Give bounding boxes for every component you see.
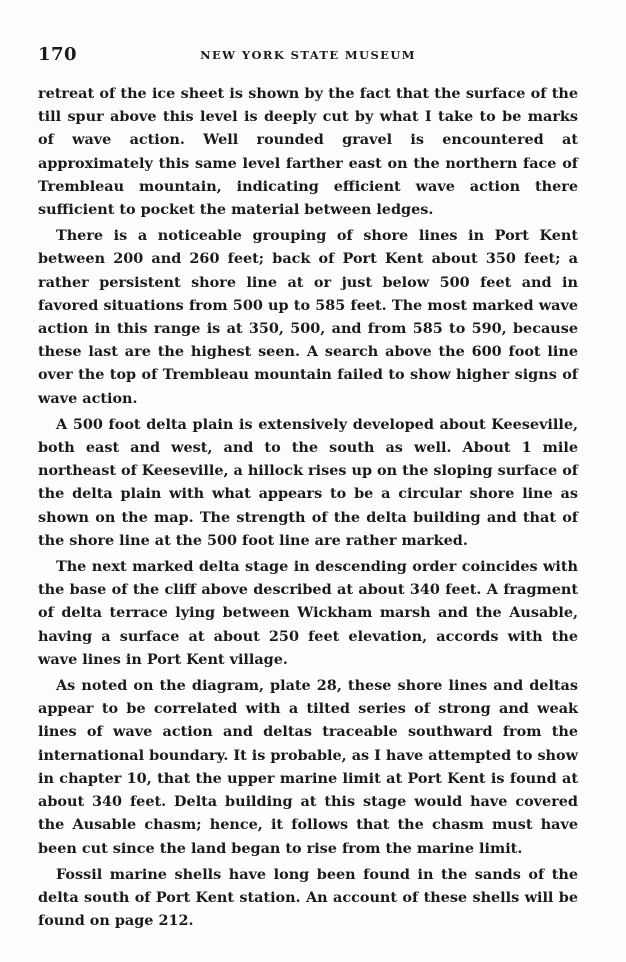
paragraph-fossil-shells: Fossil marine shells have long been found in the sands of the delta south of Port Kent station. An account of these shells will be found on page 212. — [38, 865, 578, 930]
page-header — [38, 44, 578, 68]
running-head: NEW YORK STATE MUSEUM — [200, 48, 416, 62]
paragraph-delta-plain: A 500 foot delta plain is extensively developed about Keeseville, both east and west, and to the south as well. About 1 mile northeast of Keeseville, a hillock rises up on the sloping surface of the delta plain with what appears to be a circular shore line as shown on the map. The strength of the delta building and that of the shore line at the 500 foot line are rather marked. — [38, 415, 578, 549]
body-text — [38, 82, 578, 932]
paragraph-delta-stage: The next marked delta stage in descending order coincides with the base of the cliff above described at about 340 feet. A fragment of delta terrace lying between Wickham marsh and the Ausable, having a surface at about 250 feet elevation, accords with the wave lines in Port Kent village. — [38, 558, 578, 668]
page-number: 170 — [38, 44, 78, 65]
paragraph-correlation: As noted on the diagram, plate 28, these shore lines and deltas appear to be correlated with a tilted series of strong and weak lines of wave action and deltas traceable southward from the international boundary. It is probable, as I have attempted to show in chapter 10, that the upper marine limit at Port Kent is found at about 340 feet. Delta building at this stage would have covered the Ausable chasm; hence, it follows that the chasm must have been cut since the land began to rise from the marine limit. — [38, 677, 578, 857]
paragraph-continued: retreat of the ice sheet is shown by the fact that the surface of the till spur above this level is deeply cut by what I take to be marks of wave action. Well rounded gravel is encountered at approximately this same level farther east on the northern face of Trembleau mountain, indicating efficient wave action there sufficient to pocket the material between ledges. — [38, 85, 578, 219]
paragraph-shore-lines: There is a noticeable grouping of shore lines in Port Kent between 200 and 260 feet; back of Port Kent about 350 feet; a rather persistent shore line at or just below 500 feet and in favored situations from 500 up to 585 feet. The most marked wave action in this range is at 350, 500, and from 585 to 590, because these last are the highest seen. A search above the 600 foot line over the top of Trembleau mountain failed to show higher signs of wave action. — [38, 227, 578, 407]
